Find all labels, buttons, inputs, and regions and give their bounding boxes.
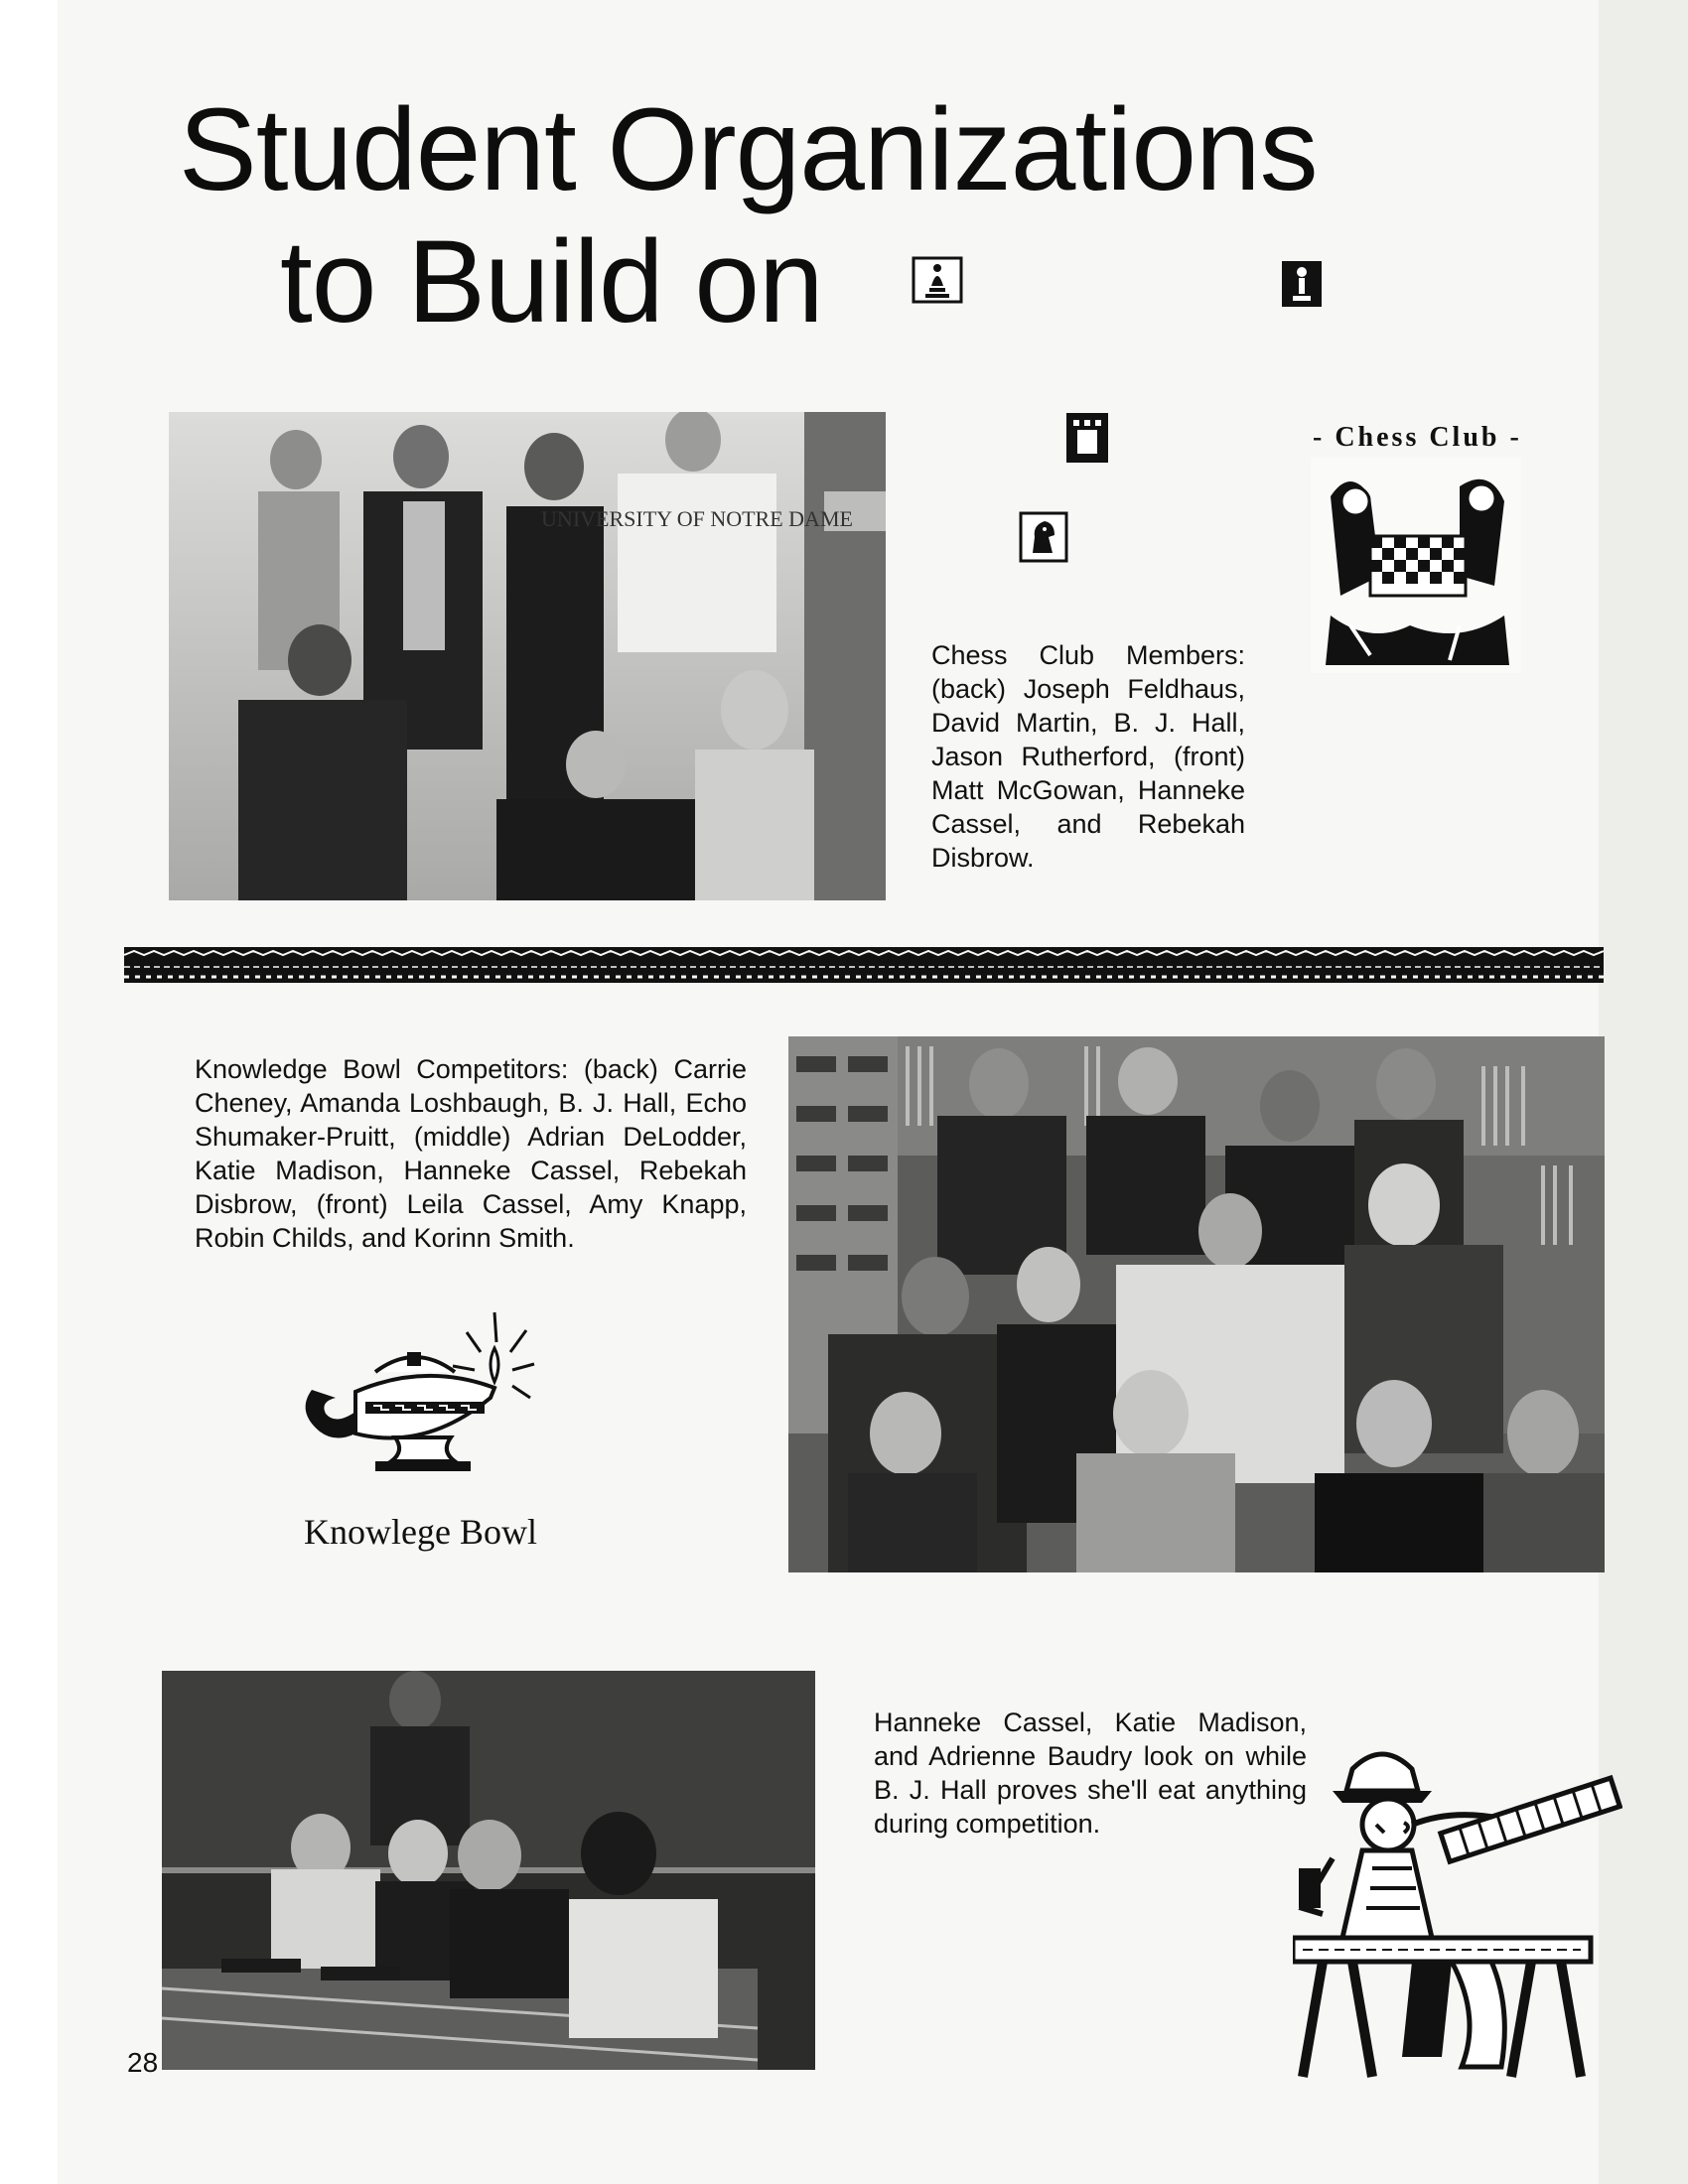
chess-club-label: - Chess Club - [1313, 422, 1522, 453]
page-title-line2: to Build on [280, 216, 823, 347]
pawn-icon [1281, 260, 1323, 308]
section-divider [124, 941, 1604, 989]
competition-caption: Hanneke Cassel, Katie Madison, and Adrienne Baudry look on while B. J. Hall proves she'll eat anything during competition. [874, 1707, 1307, 1839]
chess-club-photo [169, 412, 886, 900]
page-title-line1: Student Organizations [179, 84, 1318, 215]
page-margin-left [0, 0, 58, 2184]
knowledge-bowl-label: Knowlege Bowl [304, 1512, 537, 1552]
knowledge-bowl-photo [788, 1036, 1605, 1572]
knowledge-bowl-caption: Knowledge Bowl Competitors: (back) Carrie Cheney, Amanda Loshbaugh, B. J. Hall, Echo Shumaker-Pruitt, (middle) Adrian DeLodder, Katie Madison, Hanneke Cassel, Rebekah Disbrow, (front) Leila Cassel, Amy Knapp, Robin Childs, and Korinn Smith. [195, 1054, 747, 1253]
bishop-icon [912, 256, 963, 304]
page-number: 28 [127, 2047, 159, 2078]
rook-icon [1065, 412, 1109, 464]
oil-lamp-icon [296, 1302, 556, 1501]
knight-icon [1019, 511, 1068, 563]
detective-illustration [1293, 1739, 1622, 2085]
competition-photo [162, 1671, 815, 2070]
shirt-text: UNIVERSITY OF NOTRE DAME [541, 506, 853, 531]
chess-players-illustration [1311, 457, 1521, 673]
chess-club-caption: Chess Club Members: (back) Joseph Feldhaus, David Martin, B. J. Hall, Jason Rutherford, (front) Matt McGowan, Hanneke Cassel, and Rebekah Disbrow. [931, 640, 1245, 873]
